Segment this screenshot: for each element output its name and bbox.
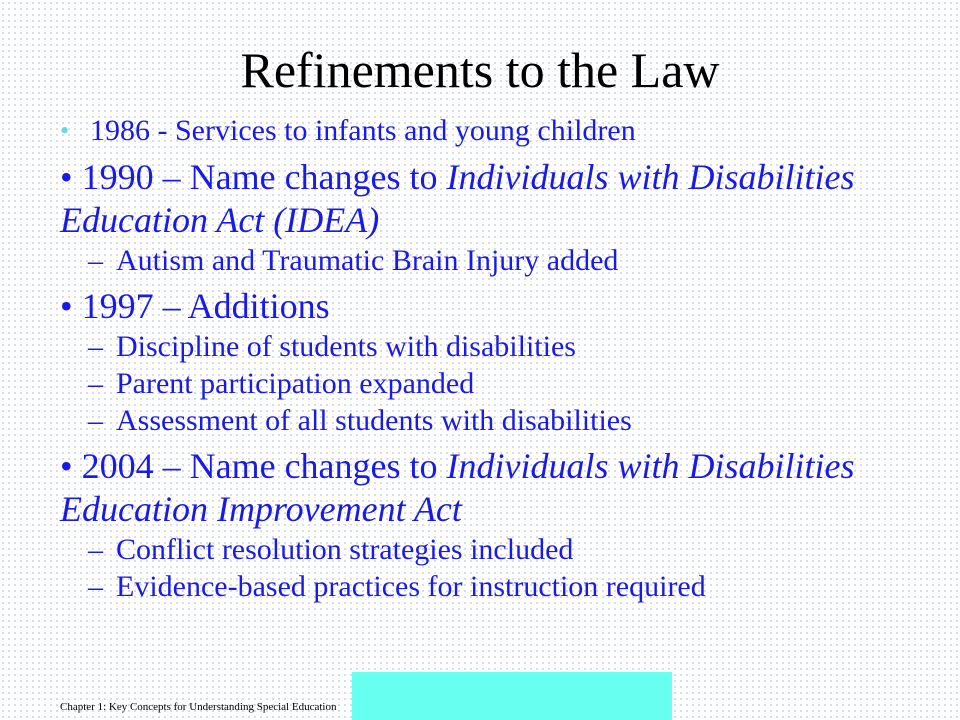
sub-bullet-text: Evidence-based practices for instruction required — [116, 570, 706, 603]
dash-icon: – — [88, 244, 103, 277]
sub-bullet-text: Discipline of students with disabilities — [116, 330, 576, 363]
bullet-1997 — [60, 285, 940, 328]
dash-icon: – — [88, 367, 103, 400]
sub-bullet-text: Parent participation expanded — [116, 367, 475, 400]
slide-content — [60, 112, 940, 605]
bullet-1986 — [60, 112, 940, 150]
bullet-dot-icon: • — [60, 446, 73, 486]
bullet-dot-icon: • — [60, 157, 73, 197]
sub-bullet-assessment — [60, 402, 940, 439]
sub-bullet-autism — [60, 242, 940, 279]
dash-icon: – — [88, 330, 103, 363]
sub-bullet-evidence — [60, 568, 940, 605]
sub-bullet-text: Assessment of all students with disabilities — [116, 404, 632, 437]
act-name: Individuals with Disabilities Education Improvement Act — [60, 446, 855, 529]
bullet-dot-icon: • — [60, 286, 73, 326]
bullet-text: 1986 - Services to infants and young children — [90, 114, 636, 147]
dash-icon: – — [88, 533, 103, 566]
sub-bullet-parent — [60, 365, 940, 402]
bullet-dot-icon: • — [60, 116, 70, 145]
dash-icon: – — [88, 570, 103, 603]
bullet-2004 — [60, 445, 940, 531]
bullet-text: 1997 – Additions — [81, 286, 330, 326]
bullet-text: 1990 – Name changes to — [81, 157, 447, 197]
dash-icon: – — [88, 404, 103, 437]
sub-bullet-discipline — [60, 328, 940, 365]
sub-bullet-conflict — [60, 531, 940, 568]
slide-title: Refinements to the Law — [240, 42, 720, 98]
bullet-text: 2004 – Name changes to — [81, 446, 447, 486]
sub-bullet-text: Conflict resolution strategies included — [116, 533, 574, 566]
slide-footer: Chapter 1: Key Concepts for Understanding Special Education — [60, 701, 337, 713]
footer-highlight-box — [352, 672, 672, 720]
bullet-1990 — [60, 156, 940, 242]
sub-bullet-text: Autism and Traumatic Brain Injury added — [116, 244, 619, 277]
act-name: Individuals with Disabilities Education Act (IDEA) — [60, 157, 855, 240]
